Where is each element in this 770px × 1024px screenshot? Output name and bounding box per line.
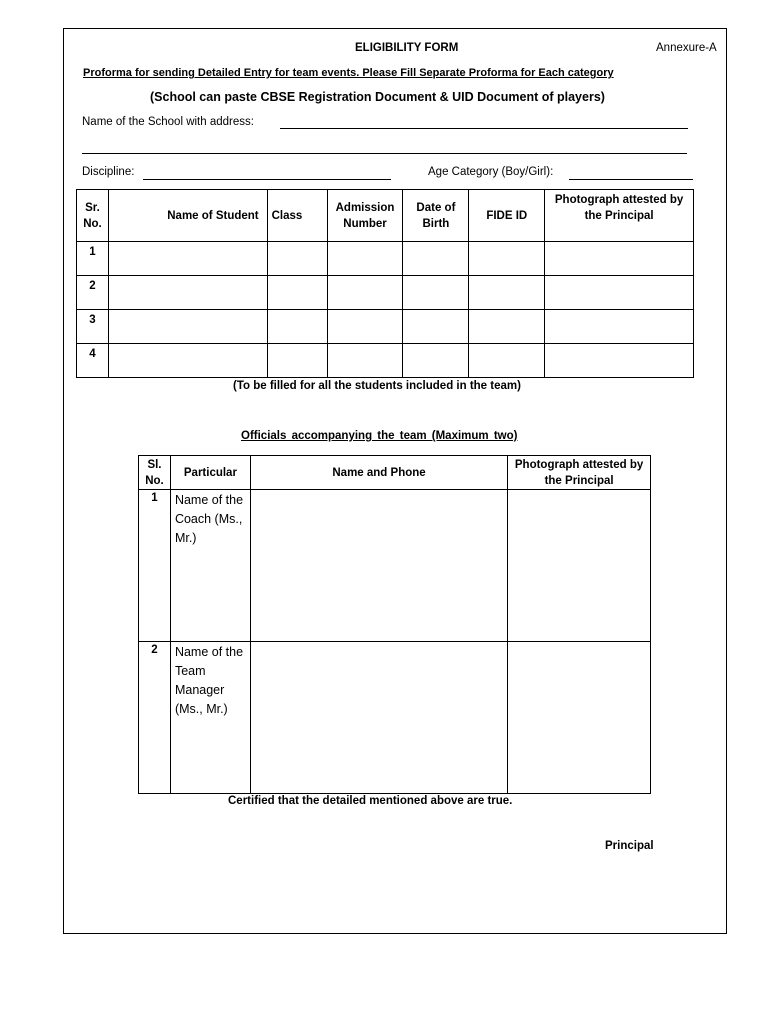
age-category-label: Age Category (Boy/Girl): xyxy=(428,166,554,178)
document-note: (School can paste CBSE Registration Document & UID Document of players) xyxy=(150,90,605,104)
photo-cell[interactable] xyxy=(508,490,651,642)
admission-cell[interactable] xyxy=(327,276,403,310)
dob-cell[interactable] xyxy=(403,344,469,378)
discipline-label: Discipline: xyxy=(82,166,135,178)
name-header: Name of Student xyxy=(108,190,267,242)
particular-cell: Name of the Team Manager (Ms., Mr.) xyxy=(170,642,250,794)
students-table xyxy=(76,189,694,378)
annexure-label: Annexure-A xyxy=(656,42,717,54)
photo-header: Photograph attested by the Principal xyxy=(545,190,694,242)
table-row xyxy=(77,276,694,310)
class-cell[interactable] xyxy=(267,242,327,276)
sl-no-header: Sl. No. xyxy=(139,456,171,490)
row-number: 2 xyxy=(139,642,171,794)
photo-cell[interactable] xyxy=(545,344,694,378)
photo-header: Photograph attested by the Principal xyxy=(508,456,651,490)
student-name-cell[interactable] xyxy=(108,276,267,310)
fide-cell[interactable] xyxy=(469,310,545,344)
school-name-field[interactable] xyxy=(280,128,688,129)
admission-cell[interactable] xyxy=(327,242,403,276)
dob-cell[interactable] xyxy=(403,242,469,276)
dob-cell[interactable] xyxy=(403,310,469,344)
admission-cell[interactable] xyxy=(327,344,403,378)
fide-header: FIDE ID xyxy=(469,190,545,242)
photo-cell[interactable] xyxy=(508,642,651,794)
name-phone-cell[interactable] xyxy=(250,490,507,642)
form-title: ELIGIBILITY FORM xyxy=(355,42,459,54)
students-header-row xyxy=(77,190,694,242)
dob-cell[interactable] xyxy=(403,276,469,310)
principal-signature-label: Principal xyxy=(605,840,654,852)
name-phone-header: Name and Phone xyxy=(250,456,507,490)
row-number: 3 xyxy=(77,310,109,344)
row-number: 1 xyxy=(139,490,171,642)
students-footnote: (To be filled for all the students included in the team) xyxy=(233,380,521,392)
student-name-cell[interactable] xyxy=(108,310,267,344)
dob-header: Date of Birth xyxy=(403,190,469,242)
table-row xyxy=(77,310,694,344)
student-name-cell[interactable] xyxy=(108,344,267,378)
photo-cell[interactable] xyxy=(545,310,694,344)
school-address-field[interactable] xyxy=(82,153,687,154)
class-header: Class xyxy=(267,190,327,242)
proforma-instruction: Proforma for sending Detailed Entry for team events. Please Fill Separate Proforma for Each category xyxy=(83,67,614,79)
row-number: 2 xyxy=(77,276,109,310)
certification-text: Certified that the detailed mentioned above are true. xyxy=(228,795,513,807)
photo-cell[interactable] xyxy=(545,242,694,276)
table-row xyxy=(139,490,651,642)
student-name-cell[interactable] xyxy=(108,242,267,276)
admission-header: Admission Number xyxy=(327,190,403,242)
table-row xyxy=(77,344,694,378)
photo-cell[interactable] xyxy=(545,276,694,310)
table-row xyxy=(139,642,651,794)
class-cell[interactable] xyxy=(267,344,327,378)
officials-table xyxy=(138,455,651,794)
row-number: 4 xyxy=(77,344,109,378)
sr-no-header: Sr. No. xyxy=(77,190,109,242)
officials-header-row xyxy=(139,456,651,490)
admission-cell[interactable] xyxy=(327,310,403,344)
row-number: 1 xyxy=(77,242,109,276)
particular-cell: Name of the Coach (Ms., Mr.) xyxy=(170,490,250,642)
fide-cell[interactable] xyxy=(469,344,545,378)
fide-cell[interactable] xyxy=(469,276,545,310)
name-phone-cell[interactable] xyxy=(250,642,507,794)
officials-title: Officials accompanying the team (Maximum two) xyxy=(241,430,518,442)
age-category-field[interactable] xyxy=(569,179,693,180)
school-name-label: Name of the School with address: xyxy=(82,116,254,128)
table-row xyxy=(77,242,694,276)
discipline-field[interactable] xyxy=(143,179,391,180)
particular-header: Particular xyxy=(170,456,250,490)
class-cell[interactable] xyxy=(267,310,327,344)
class-cell[interactable] xyxy=(267,276,327,310)
fide-cell[interactable] xyxy=(469,242,545,276)
